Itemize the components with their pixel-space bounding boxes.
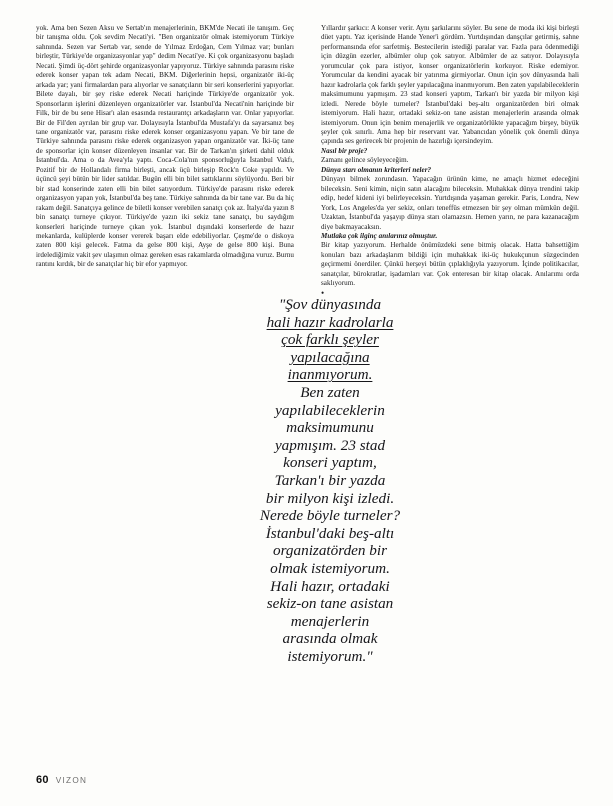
left-column-body: yok. Ama ben Sezen Aksu ve Sertab'ın menajerlerinin, BKM'de Necati ile tanışım. Geç bir tanışma oldu. Çok sevdim Necati'yi. "Ben organizatör olmak istemiyorum Türkiye sahnında. Sezen var Sertab var, sende de Yılmaz Erdoğan, Cem Yılmaz var; bunları birleştir, Türkiye'de organizasyonlar yap" dedim Necati'ye. Ki çok organizasyonu başladı Necati. Şimdi üç-dört şehirde organizasyonlar yapıyoruz. Türkiye sahnında parasını riske ederek konser yapan tek adam Necati, BKM. Diğerlerinin hepsi, organizatör iki-üç arkada yar; yani firmalardan para alıyorlar ve sanatçıların bir seri konserlerini yapıyorlar. Bilete dayalı, bir şey riske ederek Necati hariçinde Türkiye'de organizatör yok. Sponsorların işlerini düzenleyen organizatörler var. İstanbul'da Necati'nin hariçinde bir Filk, bir de bu sene Hisar'ı alan esasında restaurantçı arkadaşların var. Onlar yapıyorlar. Bir de Fil'den ayrılan bir grup var. Dolayısıyla İstanbul'da Mustafa'yı da sayarsanız beş tane organizatör var, parasını riske ederek konser organizasyonu yapan. Ve bir tane de Türkiye sahnında parasını riske ederek organizasyon yapan organizatör var. İki-üç tane de sponsorlar için konser düzenleyen insanlar var. Bir de Tarkan'ın şirketi dahil olduk İstanbul'da. Ama o da Avea'yla yaptı. Coca-Cola'nın sponsorluğuyla İstanbul Vakfı, Pozitif bir de Hollandalı firma birleşti, ancak üçü birleşip Rock'n Coke yapıldı. Ve üçüncü şeyi bütün bir lider satıldar. Bugün elli bin bilet sattıklarını söylüyordu. Beri bir bir stad konserinde zaten elli bin bilet satıyordum. Türkiye'de parasını riske ederek organizasyon yapan yok, İstanbul'da beş tane. Türkiye sahnında da bir tane var. Bu da hiç rakam değil. Sanatçıya gelince de biletli konser verebilen sanatçı çok az. İtalya'da yazın 8 bin sanatçı turneye çıkıyor. Türkiye'de yazın iki sekiz tane sanatçı, bu saydığım konserleri hariçinde turneye çıkan yok. İstanbul dışındaki konserlerde de hazır mekanlarda, kulüplerde konser vererek başarı elde edebiliyorlar. Çeşme'de o diskoya zaten 800 kişi gelecek. Fatma da gelse 800 kişi, Ayşe de gelse 800 kişi. Buna irdelediğimiz vakit şev ulaşımın olmaz gereken esas rakamlarda olmadığına vuruz. Burnu rantını kırdık, bir de sanatçılar hiç bir efor yapmıyor. — [36, 24, 294, 269]
pull-quote — [244, 296, 416, 665]
pull-quote-line-9: konseri yaptım, — [283, 454, 377, 472]
pull-quote-line-15: olmak istemiyorum. — [270, 559, 390, 577]
article-columns — [36, 24, 579, 754]
pull-quote-line-12: Nerede böyle turneler? — [259, 507, 401, 525]
pull-quote-line-0: "Şov dünyasında — [278, 296, 382, 313]
right-column-intro: Yıllardır şarkıcı: A konser verir. Aynı şarkılarını söyler. Bu sene de moda iki kişi birleşti düet yaptı. Yaz içerisinde Hande Yener'i gördüm. Yurtdışından danşçılar getirmiş, sahne performansında efor sarfetmiş. Bestecilerin istediği paralar var. Fazla para ödenmediği için düzgün ezerler, albümler olup çok satıyor. Albümler de az satıyor. Dolayısıyla yorumcular çok para istiyor, konser organizatörlerin korkuyor. Riske edemiyor. Yorumcular da kendini ayacak bir yatırıma girmiyorlar. Onun için şov dünyasında hali hazır kadrolarla çok farklı şeyler yapılacağına inanmıyorum. Ben zaten yapılabileceklerin maksimumunu yapmışım. 23 stad konseri yaptım, Tarkan'ı bir yazda bir milyon kişi izledi. Nerede böyle turneler? İstanbul'daki beş-altı organizatörden biri olmak istemiyorum. Hali hazır, ortadaki sekiz-on tane asistan menajerlerin arasında olmak istemiyorum. Onun için benim menajerlik ve organizatörlükte yapacağım birşey, büyük şeyler çok sınırlı. Ama hep bir reservant var. Yabancıdan yönelik çok önemli dünya çapında ses gerirecek bir projenin de hazırlığı içersindeyim. — [321, 24, 579, 146]
pull-quote-line-13: İstanbul'daki beş-altı — [265, 524, 395, 542]
answer-body-1: Zamanı gelince söyleyeceğim. — [321, 156, 409, 165]
pull-quote-line-14: organizatörden bir — [272, 542, 388, 560]
end-mark: • — [321, 287, 325, 298]
answer-body-2: Dünyayı bilmek zorundasın. Yapacağın ürünün kime, ne amaçlı hizmet edeceğini bileceksin. Seni kimin, niçin satın alacağını bileceksin. Muhakkak dünya trendini takip edip, hedef kideni iyi belirleyeceksin. Yurtdışında yaşaman gerekir. Paris, Londra, New York, Los Angeles'da yer sekiz, onları teneffüs etmezsen bir şey olman mümkün değil. Uzaktan, İstanbul'da yaşayıp dünya starı olamazsın. Hemen yarın, ne para kazanacağım diye bakmayacaksın. — [321, 175, 579, 231]
pull-quote-line-8: yapmışım. 23 stad — [274, 436, 386, 454]
page-footer — [36, 774, 87, 786]
right-text-column — [321, 24, 579, 298]
pull-quote-line-10: Tarkan'ı bir yazda — [274, 471, 386, 489]
pull-quote-line-16: Hali hazır, ortadaki — [270, 577, 390, 595]
pull-quote-line-11: bir milyon kişi izledi. — [265, 489, 395, 507]
pull-quote-line-4: inanmıyorum. — [287, 366, 373, 384]
pull-quote-line-7: maksimumunu — [286, 419, 374, 437]
page-number: 60 — [36, 774, 49, 786]
pull-quote-line-5: Ben zaten — [300, 383, 360, 401]
pull-quote-line-17: sekiz-on tane asistan — [266, 595, 394, 613]
left-text-column — [36, 24, 294, 270]
answer-body-3: Bir kitap yazıyorum. Herhalde önümüzdeki sene bitmiş olacak. Hatta bahsettiğim konuları bazı arkadaşlarım bildiği için muhakkak iki-üç hukukçunun süzgecinden geçirmemi önerdiler. Çünkü herşeyi bütün çıplaklığıyla yazıyorum. İçinde politikacılar, sanatçılar, bürokratlar, işadamları var. Çok enteresan bir kitap olacak. Anılarımı orda saklıyorum. — [321, 241, 579, 288]
question-heading-1: Nasıl bir proje? — [321, 146, 368, 155]
question-heading-2: Dünya starı olmanın kriterleri neler? — [321, 165, 432, 174]
pull-quote-line-2: çok farklı şeyler — [281, 331, 379, 349]
pull-quote-line-6: yapılabileceklerin — [275, 401, 385, 419]
question-heading-3: Mutlaka çok ilginç anılarınız olmuştur. — [321, 231, 438, 240]
pull-quote-line-20: istemiyorum." — [287, 647, 373, 665]
pull-quote-line-3: yapılacağına — [290, 348, 370, 366]
pull-quote-line-19: arasında olmak — [282, 630, 378, 648]
pull-quote-line-1: hali hazır kadrolarla — [266, 313, 394, 331]
pull-quote-line-18: menajerlerin — [290, 612, 370, 630]
magazine-name: VIZON — [55, 776, 88, 785]
